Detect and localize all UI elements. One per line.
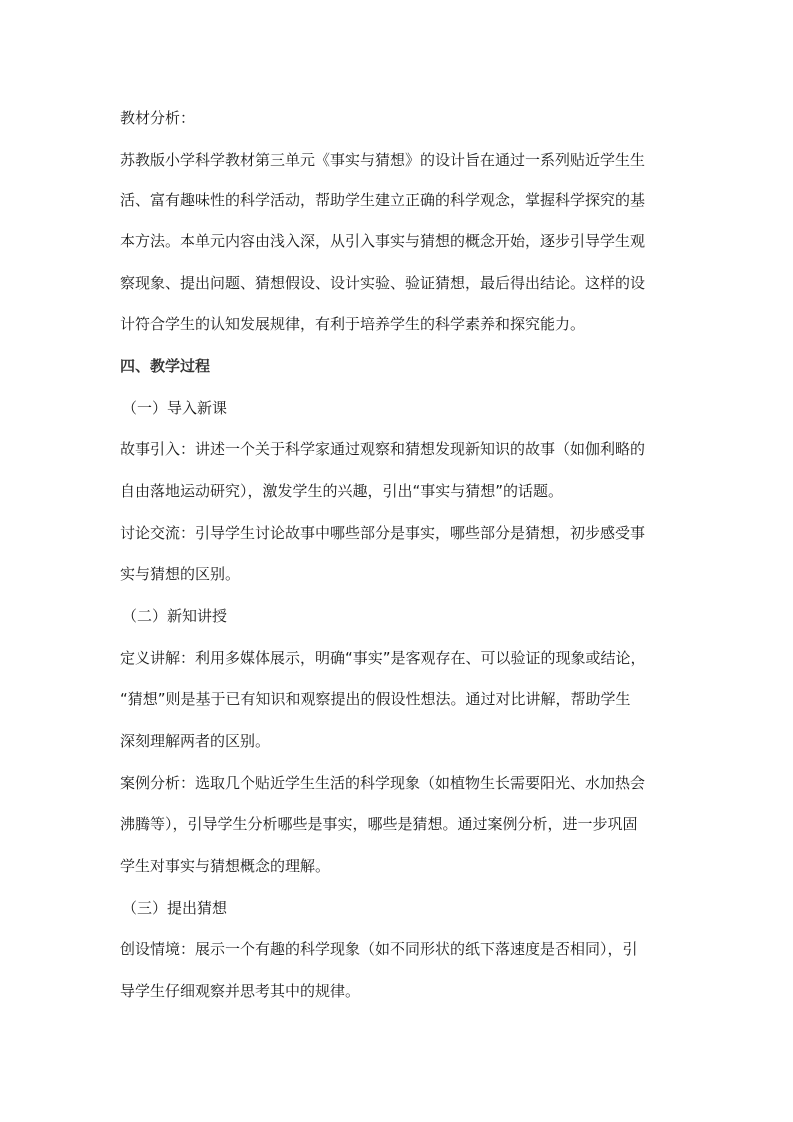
paragraph-line: “猜想”则是基于已有知识和观察提出的假设性想法。通过对比讲解，帮助学生 xyxy=(120,690,631,708)
paragraph-line: 实与猜想的区别。 xyxy=(120,565,241,583)
subsection-heading: （一）导入新课 xyxy=(122,399,228,417)
section-heading: 四、教学过程 xyxy=(120,357,211,375)
paragraph-line: 察现象、提出问题、猜想假设、设计实验、验证猜想，最后得出结论。这样的设 xyxy=(120,274,646,292)
paragraph-line: 深刻理解两者的区别。 xyxy=(120,732,271,750)
subsection-heading: （二）新知讲授 xyxy=(122,607,228,625)
paragraph-line: 案例分析：选取几个贴近学生生活的科学现象（如植物生长需要阳光、水加热会 xyxy=(120,774,646,792)
paragraph-line: 导学生仔细观察并思考其中的规律。 xyxy=(120,982,361,1000)
paragraph-line: 计符合学生的认知发展规律，有利于培养学生的科学素养和探究能力。 xyxy=(120,315,586,333)
paragraph-line: 定义讲解：利用多媒体展示，明确“事实”是客观存在、可以验证的现象或结论， xyxy=(120,649,646,667)
paragraph-line: 讨论交流：引导学生讨论故事中哪些部分是事实，哪些部分是猜想，初步感受事 xyxy=(120,524,646,542)
paragraph-line: 创设情境：展示一个有趣的科学现象（如不同形状的纸下落速度是否相同），引 xyxy=(120,940,638,958)
paragraph-line: 沸腾等），引导学生分析哪些是事实，哪些是猜想。通过案例分析，进一步巩固 xyxy=(120,815,638,833)
paragraph-line: 本方法。本单元内容由浅入深，从引入事实与猜想的概念开始，逐步引导学生观 xyxy=(120,232,646,250)
paragraph-line: 自由落地运动研究），激发学生的兴趣，引出“事实与猜想”的话题。 xyxy=(120,482,564,500)
paragraph-line: 学生对事实与猜想概念的理解。 xyxy=(120,857,331,875)
analysis-label: 教材分析： xyxy=(120,109,196,127)
paragraph-line: 故事引入：讲述一个关于科学家通过观察和猜想发现新知识的故事（如伽利略的 xyxy=(120,440,646,458)
subsection-heading: （三）提出猜想 xyxy=(122,899,228,917)
paragraph-line: 苏教版小学科学教材第三单元《事实与猜想》的设计旨在通过一系列贴近学生生 xyxy=(120,151,646,169)
paragraph-line: 活、富有趣味性的科学活动，帮助学生建立正确的科学观念，掌握科学探究的基 xyxy=(120,191,646,209)
